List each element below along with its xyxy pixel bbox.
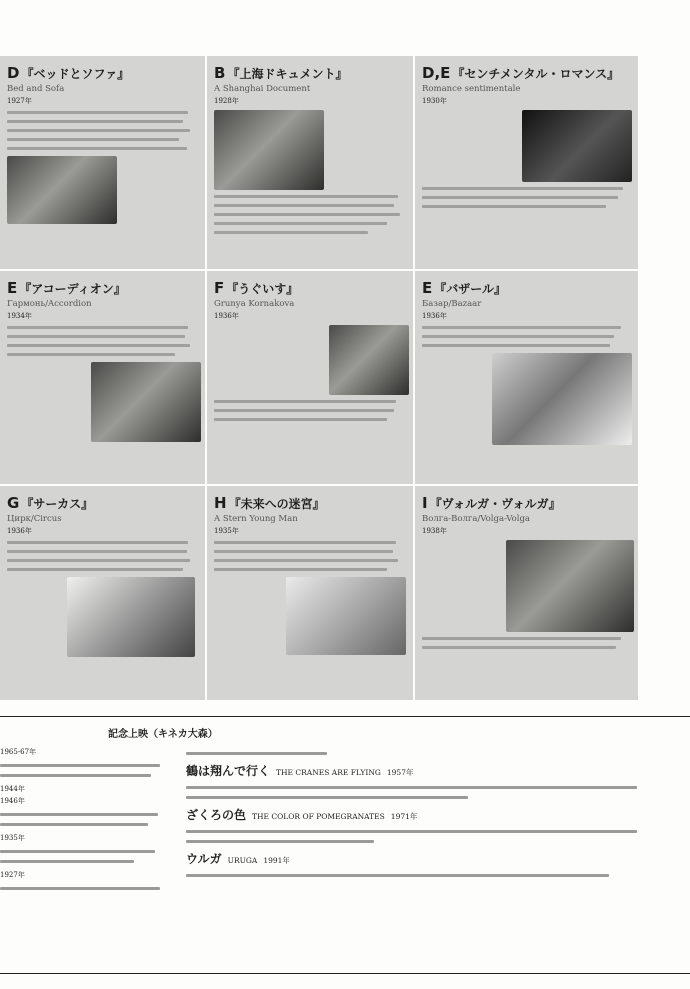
film-title: ざくろの色 THE COLOR OF POMEGRANATES 1971年 (186, 808, 418, 822)
film-still (7, 156, 117, 224)
film-still (492, 353, 632, 445)
film-cell (415, 56, 640, 271)
film-title: 『サーカス』 (21, 497, 94, 511)
film-subtitle: URUGA (227, 856, 258, 865)
year-label: 1944年 (0, 785, 25, 793)
film-subtitle: Bed and Sofa (7, 84, 65, 94)
film-letter: F (214, 279, 225, 297)
film-subtitle: Базар/Bazaar (422, 299, 482, 309)
film-title: 『アコーディオン』 (19, 282, 126, 296)
film-year: 1991年 (263, 856, 290, 865)
film-subtitle: THE COLOR OF POMEGRANATES (252, 812, 385, 821)
film-grid (0, 56, 640, 702)
film-year: 1934年 (7, 312, 32, 320)
film-subtitle: A Shanghai Document (214, 84, 311, 94)
film-letter: G (7, 494, 20, 512)
film-year: 1927年 (7, 97, 32, 105)
film-title: 『未来への迷宮』 (228, 497, 325, 511)
right-column (186, 745, 656, 884)
year-label: 1965-67年 (0, 748, 37, 756)
film-still (522, 110, 632, 182)
film-year: 1971年 (390, 812, 418, 821)
film-year: 1928年 (214, 97, 239, 105)
film-title: 鶴は翔んで行く THE CRANES ARE FLYING 1957年 (186, 764, 414, 778)
commemorative-screening-box (0, 716, 690, 974)
film-cell (415, 271, 640, 486)
film-year: 1957年 (386, 768, 414, 777)
film-still (214, 110, 324, 190)
film-letter: B (214, 64, 226, 82)
film-title: 『ヴォルガ・ヴォルガ』 (429, 497, 561, 511)
film-still (286, 577, 406, 655)
film-cell (207, 56, 415, 271)
film-title: 『うぐいす』 (226, 282, 299, 296)
film-subtitle: Grunya Kornakova (214, 299, 295, 309)
film-still (329, 325, 409, 395)
film-cell (0, 56, 207, 271)
film-title: 『ベッドとソファ』 (21, 67, 130, 81)
film-subtitle: Цирк/Circus (7, 514, 62, 524)
year-label: 1935年 (0, 834, 25, 842)
film-year: 1936年 (7, 527, 32, 535)
film-letter: D (7, 64, 20, 82)
film-letter: D,E (422, 64, 451, 82)
left-column (0, 745, 168, 897)
film-year: 1938年 (422, 527, 447, 535)
year-label: 1927年 (0, 871, 25, 879)
film-year: 1936年 (422, 312, 447, 320)
film-cell (0, 486, 207, 702)
film-subtitle: THE CRANES ARE FLYING (276, 768, 381, 777)
film-title: 『上海ドキュメント』 (227, 67, 348, 81)
film-letter: I (422, 494, 428, 512)
film-cell (207, 271, 415, 486)
film-cell (0, 271, 207, 486)
film-year: 1936年 (214, 312, 239, 320)
film-letter: E (422, 279, 433, 297)
film-subtitle: A Stern Young Man (214, 514, 298, 524)
film-title: 『センチメンタル・ロマンス』 (452, 67, 620, 81)
film-subtitle: Гармонь/Accordion (7, 299, 92, 309)
film-letter: E (7, 279, 18, 297)
year-label: 1946年 (0, 797, 25, 805)
film-still (67, 577, 195, 657)
section-heading: 記念上映（キネカ大森） (108, 729, 218, 740)
film-still (91, 362, 201, 442)
film-still (506, 540, 634, 632)
film-title: 『バザール』 (434, 282, 507, 296)
film-letter: H (214, 494, 227, 512)
film-subtitle: Romance sentimentale (422, 84, 521, 94)
film-title: ウルガ URUGA 1991年 (186, 852, 290, 866)
film-cell (207, 486, 415, 702)
film-year: 1930年 (422, 97, 447, 105)
film-year: 1935年 (214, 527, 239, 535)
film-subtitle: Волга-Волга/Volga-Volga (422, 514, 530, 524)
film-cell (415, 486, 640, 702)
